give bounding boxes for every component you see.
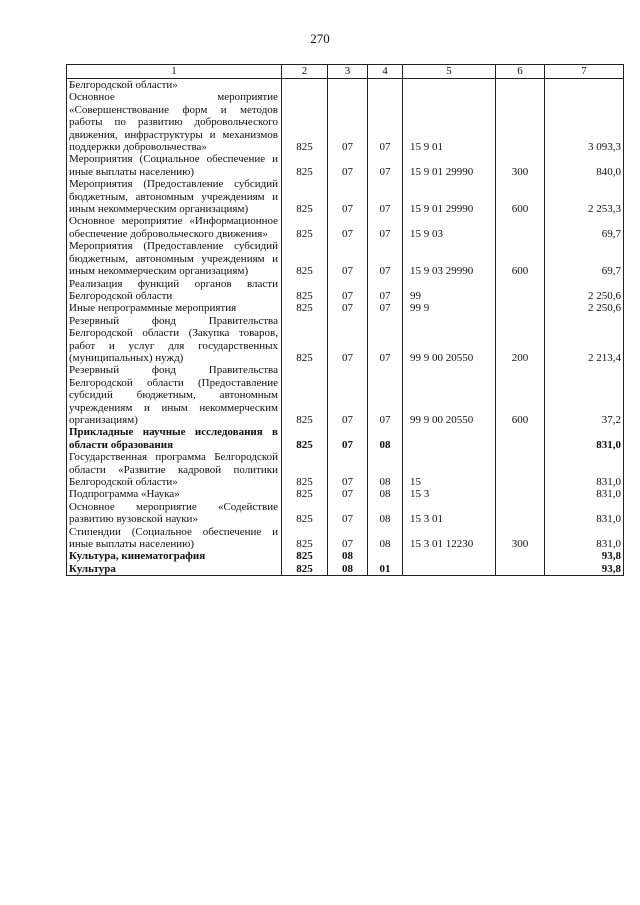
row-target-article: 15 3 01 [403,501,496,526]
row-ministry-code: 825 [282,364,328,426]
col-header-6: 6 [496,65,545,79]
row-subsection-code: 07 [368,315,403,365]
row-ministry-code: 825 [282,91,328,153]
row-target-article: 15 9 01 [403,91,496,153]
row-ministry-code: 825 [282,240,328,277]
row-subsection-code: 07 [368,240,403,277]
row-name-text: Государственная программа Белгородской области «Развитие кадровой политики Белгородской области» [69,451,278,488]
row-subsection-code [368,550,403,562]
row-amount: 840,0 [545,153,624,178]
table-row [67,278,624,303]
row-section-code: 07 [328,91,368,153]
row-subsection-code: 08 [368,488,403,500]
budget-table [66,64,624,576]
row-expense-type [496,302,545,314]
row-name [67,451,282,488]
row-subsection-code: 08 [368,526,403,551]
row-target-article: 99 [403,278,496,303]
row-name [67,488,282,500]
row-name-text: Культура, кинематография [69,550,206,563]
row-subsection-code: 08 [368,451,403,488]
row-subsection-code: 07 [368,153,403,178]
row-ministry-code: 825 [282,178,328,215]
row-section-code: 07 [328,215,368,240]
row-section-code [328,79,368,92]
row-ministry-code: 825 [282,501,328,526]
row-ministry-code: 825 [282,302,328,314]
row-ministry-code [282,79,328,92]
col-header-4: 4 [368,65,403,79]
row-expense-type: 300 [496,526,545,551]
row-name-text: Резервный фонд Правительства Белгородской области (Закупка товаров, работ и услуг для государственных (муниципальных) нужд) [69,314,278,364]
row-name [67,278,282,303]
row-section-code: 07 [328,364,368,426]
row-subsection-code: 01 [368,563,403,576]
row-name [67,563,282,576]
row-expense-type: 300 [496,153,545,178]
row-name-text: Мероприятия (Предоставление субсидий бюджетным, автономным учреждениям и иным некоммерческим организациям) [69,240,278,278]
row-target-article: 99 9 00 20550 [403,364,496,426]
row-subsection-code: 07 [368,215,403,240]
col-header-5: 5 [403,65,496,79]
row-name-text: Подпрограмма «Наука» [69,488,180,501]
row-target-article: 15 9 01 29990 [403,178,496,215]
row-ministry-code: 825 [282,526,328,551]
row-amount: 3 093,3 [545,91,624,153]
table-row [67,488,624,500]
row-amount: 2 250,6 [545,278,624,303]
table-row [67,215,624,240]
row-ministry-code: 825 [282,550,328,562]
row-name [67,426,282,451]
row-amount: 831,0 [545,501,624,526]
row-name [67,215,282,240]
row-name-text: Мероприятия (Предоставление субсидий бюджетным, автономным учреждениям и иным некоммерческим организациям) [69,178,278,216]
row-expense-type [496,215,545,240]
row-subsection-code: 08 [368,501,403,526]
row-expense-type [496,550,545,562]
row-ministry-code: 825 [282,215,328,240]
row-amount [545,79,624,92]
row-target-article [403,550,496,562]
row-name-text: Прикладные научные исследования в области образования [69,426,278,451]
table-row [67,153,624,178]
row-name-text: Основное мероприятие «Совершенствование форм и методов работы по развитию добровольческого движения, инфраструктуры и механизмов поддержки добровольчества» [69,91,278,154]
row-subsection-code: 07 [368,278,403,303]
row-target-article: 15 3 01 12230 [403,526,496,551]
row-ministry-code: 825 [282,153,328,178]
table-header-row [67,65,624,79]
row-ministry-code: 825 [282,563,328,576]
row-section-code: 07 [328,488,368,500]
row-expense-type [496,488,545,500]
table-row [67,91,624,153]
table-row [67,315,624,365]
row-expense-type [496,501,545,526]
row-section-code: 07 [328,153,368,178]
row-amount: 831,0 [545,426,624,451]
row-subsection-code: 08 [368,426,403,451]
row-amount: 2 253,3 [545,178,624,215]
row-amount: 69,7 [545,240,624,277]
col-header-7: 7 [545,65,624,79]
row-expense-type [496,79,545,92]
row-subsection-code: 07 [368,91,403,153]
row-name [67,364,282,426]
table-row [67,563,624,576]
col-header-3: 3 [328,65,368,79]
row-ministry-code: 825 [282,451,328,488]
row-target-article: 15 [403,451,496,488]
row-ministry-code: 825 [282,315,328,365]
row-section-code: 07 [328,501,368,526]
row-expense-type: 600 [496,240,545,277]
row-section-code: 07 [328,451,368,488]
row-ministry-code: 825 [282,278,328,303]
row-expense-type [496,426,545,451]
row-name-text: Белгородской области» [69,79,178,91]
row-expense-type: 600 [496,178,545,215]
table-row [67,240,624,277]
table-row [67,426,624,451]
row-target-article: 15 9 03 [403,215,496,240]
row-expense-type [496,451,545,488]
row-amount: 69,7 [545,215,624,240]
row-target-article: 15 9 03 29990 [403,240,496,277]
row-name [67,153,282,178]
row-target-article: 99 9 00 20550 [403,315,496,365]
row-expense-type: 600 [496,364,545,426]
row-name-text: Культура [69,562,116,575]
row-amount: 93,8 [545,550,624,562]
row-amount: 2 250,6 [545,302,624,314]
row-section-code: 07 [328,426,368,451]
row-name [67,240,282,277]
row-name-text: Резервный фонд Правительства Белгородской области (Предоставление субсидий бюджетным, автономным учреждениям и иным некоммерческим организациям) [69,364,278,426]
row-name [67,315,282,365]
row-section-code: 07 [328,302,368,314]
row-target-article: 99 9 [403,302,496,314]
row-target-article: 15 9 01 29990 [403,153,496,178]
table-row [67,178,624,215]
table-row [67,451,624,488]
row-target-article [403,79,496,92]
row-expense-type [496,278,545,303]
row-section-code: 07 [328,315,368,365]
row-ministry-code: 825 [282,426,328,451]
row-name-text: Реализация функций органов власти Белгородской области [69,277,278,302]
row-target-article [403,426,496,451]
row-name [67,550,282,562]
row-name [67,178,282,215]
table-body [67,79,624,576]
row-section-code: 08 [328,550,368,562]
page-number: 270 [310,31,330,46]
row-name-text: Стипендии (Социальное обеспечение и иные выплаты населению) [69,525,278,551]
row-name [67,501,282,526]
row-expense-type [496,91,545,153]
col-header-1: 1 [67,65,282,79]
row-section-code: 07 [328,526,368,551]
table-row [67,501,624,526]
row-section-code: 07 [328,240,368,277]
row-name [67,79,282,92]
row-section-code: 07 [328,178,368,215]
row-name [67,526,282,551]
row-target-article [403,563,496,576]
row-expense-type: 200 [496,315,545,365]
table-row [67,364,624,426]
col-header-2: 2 [282,65,328,79]
row-amount: 2 213,4 [545,315,624,365]
row-section-code: 07 [328,278,368,303]
row-target-article: 15 3 [403,488,496,500]
row-amount: 93,8 [545,563,624,576]
row-name [67,91,282,153]
row-section-code: 08 [328,563,368,576]
row-ministry-code: 825 [282,488,328,500]
row-amount: 831,0 [545,526,624,551]
row-name-text: Иные непрограммные мероприятия [69,302,237,315]
row-subsection-code [368,79,403,92]
table-row [67,550,624,562]
row-subsection-code: 07 [368,178,403,215]
row-amount: 831,0 [545,488,624,500]
table-row [67,79,624,92]
row-name-text: Основное мероприятие «Содействие развитию вузовской науки» [69,500,278,526]
table-row [67,526,624,551]
row-name-text: Основное мероприятие «Информационное обеспечение добровольческого движения» [69,215,278,240]
row-expense-type [496,563,545,576]
row-name [67,302,282,314]
table-row [67,302,624,314]
row-amount: 831,0 [545,451,624,488]
row-amount: 37,2 [545,364,624,426]
row-subsection-code: 07 [368,364,403,426]
row-subsection-code: 07 [368,302,403,314]
row-name-text: Мероприятия (Социальное обеспечение и иные выплаты населению) [69,153,278,178]
